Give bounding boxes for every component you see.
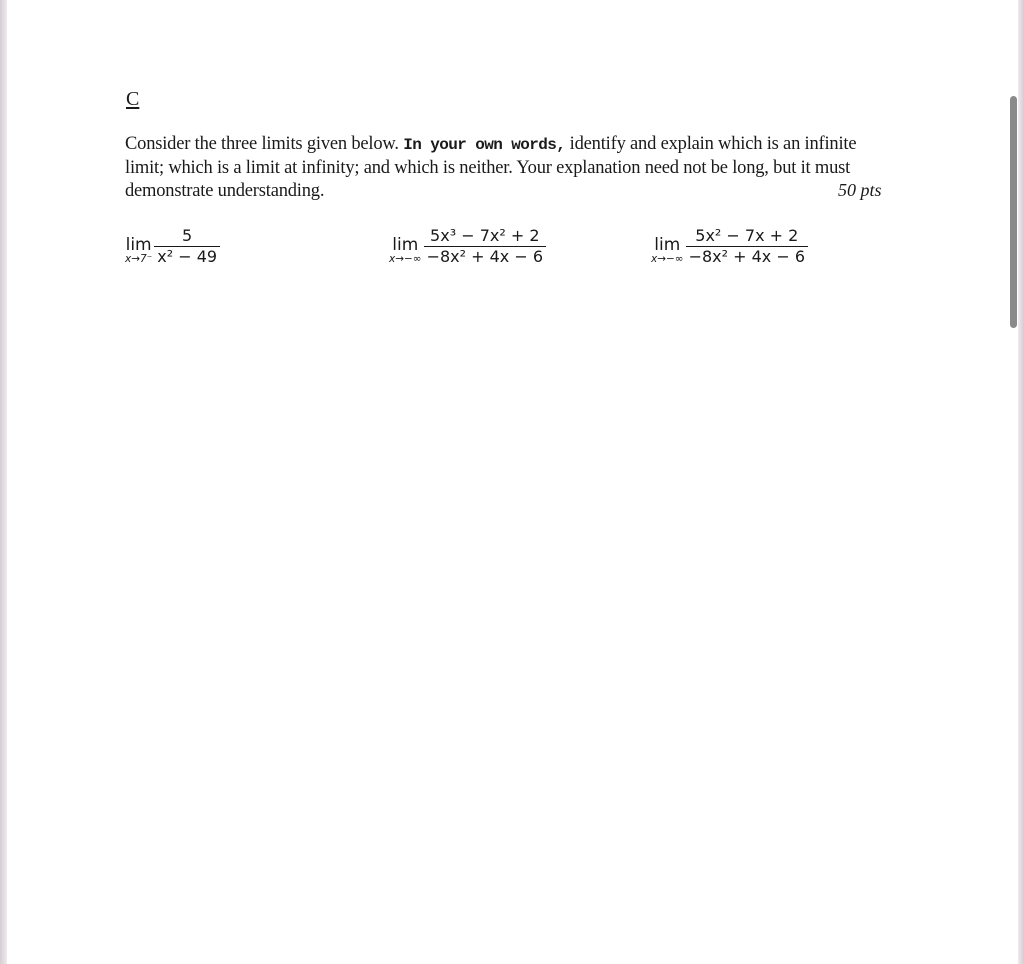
fraction-denominator: −8x² + 4x − 6 (686, 246, 808, 267)
problem-prompt (125, 133, 865, 203)
limit-operator (125, 234, 153, 265)
prompt-text-end: identify and explain which is an infinite limit; which is a limit at infinity; and which is neither. Your explanation need not be long, but it must demonstrate understanding. (125, 134, 857, 201)
limit-fraction (154, 226, 220, 267)
fraction-denominator: x² − 49 (154, 246, 220, 267)
fraction-denominator: −8x² + 4x − 6 (424, 246, 546, 267)
fraction-numerator: 5 (182, 226, 193, 245)
lim-label: lim (125, 234, 152, 255)
limit-operator (651, 234, 684, 265)
limit-expression-1 (125, 226, 220, 267)
section-letter: C (126, 88, 140, 110)
limit-approach: x→−∞ (651, 252, 684, 265)
limit-fraction (424, 226, 546, 267)
limit-expression-2 (389, 226, 546, 267)
fraction-numerator: 5x³ − 7x² + 2 (430, 226, 540, 245)
scrollbar-thumb[interactable] (1010, 96, 1017, 328)
page-left-border (0, 0, 7, 964)
limit-fraction (686, 226, 808, 267)
limit-operator (389, 234, 422, 265)
fraction-numerator: 5x² − 7x + 2 (695, 226, 799, 245)
limit-expression-3 (651, 226, 808, 267)
lim-label: lim (654, 234, 681, 255)
page-right-border (1018, 0, 1024, 964)
lim-label: lim (392, 234, 419, 255)
limit-approach: x→7⁻ (125, 252, 153, 265)
prompt-emphasis: In your own words, (403, 136, 566, 154)
points-value: 50 pts (838, 180, 882, 200)
prompt-text-start: Consider the three limits given below. (125, 134, 404, 154)
limit-approach: x→−∞ (389, 252, 422, 265)
